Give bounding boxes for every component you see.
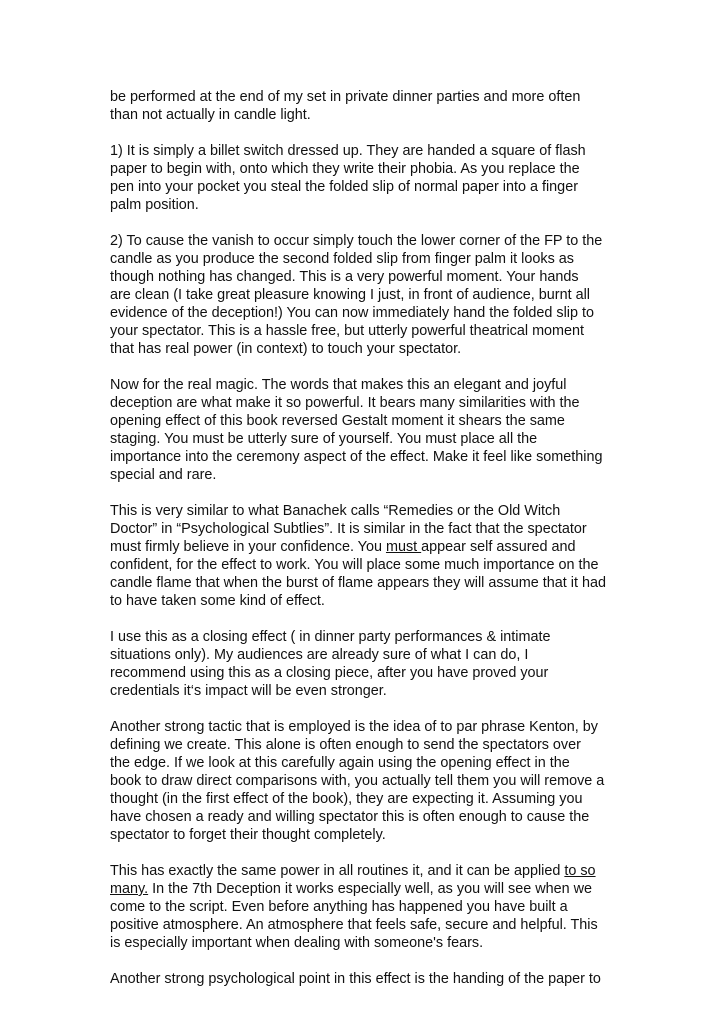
text-line: book to draw direct comparisons with, you actually tell them you will remove a bbox=[110, 773, 605, 789]
text-line: candle as you produce the second folded slip from finger palm it looks as bbox=[110, 251, 574, 267]
paragraph-7 bbox=[110, 718, 622, 844]
paragraph-5 bbox=[110, 502, 622, 610]
text-line: the edge. If we look at this carefully again using the opening effect in the bbox=[110, 755, 570, 771]
underlined-must: must bbox=[385, 539, 422, 555]
text-line: credentials it‘s impact will be even stronger. bbox=[110, 683, 387, 699]
text-line: evidence of the deception!) You can now immediately hand the folded slip to bbox=[110, 305, 595, 321]
text-line: appear self assured and bbox=[421, 539, 576, 555]
text-line: Now for the real magic. The words that makes this an elegant and joyful bbox=[110, 377, 567, 393]
text-line: I use this as a closing effect ( in dinner party performances & intimate bbox=[110, 629, 551, 645]
text-line: defining we create. This alone is often enough to send the spectators over bbox=[110, 737, 581, 753]
document-page bbox=[110, 88, 622, 1006]
text-line: Another strong psychological point in this effect is the handing of the paper to bbox=[110, 971, 601, 987]
text-line: paper to begin with, onto which they write their phobia. As you replace the bbox=[110, 161, 580, 177]
underlined-many: many. bbox=[110, 881, 149, 897]
text-line: to have taken some kind of effect. bbox=[110, 593, 325, 609]
paragraph-8 bbox=[110, 862, 622, 952]
text-line: pen into your pocket you steal the folded slip of normal paper into a finger bbox=[110, 179, 578, 195]
text-line: be performed at the end of my set in private dinner parties and more often bbox=[110, 89, 581, 105]
text-line: Doctor” in “Psychological Subtlies”. It is similar in the fact that the spectator bbox=[110, 521, 587, 537]
text-line: recommend using this as a closing piece, after you have proved your bbox=[110, 665, 549, 681]
text-line: thought (in the first effect of the book), they are expecting it. Assuming you bbox=[110, 791, 583, 807]
text-line: must firmly believe in your confidence. You bbox=[110, 539, 386, 555]
text-line: your spectator. This is a hassle free, but utterly powerful theatrical moment bbox=[110, 323, 585, 339]
text-line: that has real power (in context) to touch your spectator. bbox=[110, 341, 462, 357]
paragraph-4 bbox=[110, 376, 622, 484]
paragraph-2 bbox=[110, 142, 622, 214]
text-line: 1) It is simply a billet switch dressed up. They are handed a square of flash bbox=[110, 143, 586, 159]
text-line: palm position. bbox=[110, 197, 199, 213]
paragraph-9 bbox=[110, 970, 622, 988]
text-line: 2) To cause the vanish to occur simply touch the lower corner of the FP to the bbox=[110, 233, 603, 249]
text-line: opening effect of this book reversed Gestalt moment it shears the same bbox=[110, 413, 565, 429]
text-line: come to the script. Even before anything has happened you have built a bbox=[110, 899, 568, 915]
text-line: have chosen a ready and willing spectator this is often enough to cause the bbox=[110, 809, 590, 825]
text-line: though nothing has changed. This is a very powerful moment. Your hands bbox=[110, 269, 579, 285]
text-line: than not actually in candle light. bbox=[110, 107, 311, 123]
text-line: special and rare. bbox=[110, 467, 217, 483]
text-line: situations only). My audiences are already sure of what I can do, I bbox=[110, 647, 529, 663]
text-line: This is very similar to what Banachek calls “Remedies or the Old Witch bbox=[110, 503, 561, 519]
underlined-to-so: to so bbox=[564, 863, 596, 879]
text-line: confident, for the effect to work. You will place some much importance on the bbox=[110, 557, 599, 573]
text-line: In the 7th Deception it works especially well, as you will see when we bbox=[148, 881, 593, 897]
text-line: positive atmosphere. An atmosphere that feels safe, secure and helpful. This bbox=[110, 917, 598, 933]
paragraph-3 bbox=[110, 232, 622, 358]
paragraph-6 bbox=[110, 628, 622, 700]
text-line: This has exactly the same power in all routines it, and it can be applied bbox=[110, 863, 565, 879]
text-line: are clean (I take great pleasure knowing I just, in front of audience, burnt all bbox=[110, 287, 590, 303]
text-line: is especially important when dealing with someone's fears. bbox=[110, 935, 484, 951]
text-line: candle flame that when the burst of flame appears they will assume that it had bbox=[110, 575, 606, 591]
paragraph-1 bbox=[110, 88, 622, 124]
text-line: Another strong tactic that is employed is the idea of to par phrase Kenton, by bbox=[110, 719, 598, 735]
text-line: deception are what make it so powerful. It bears many similarities with the bbox=[110, 395, 580, 411]
text-line: spectator to forget their thought completely. bbox=[110, 827, 386, 843]
text-line: staging. You must be utterly sure of yourself. You must place all the bbox=[110, 431, 538, 447]
text-line: importance into the ceremony aspect of the effect. Make it feel like something bbox=[110, 449, 603, 465]
